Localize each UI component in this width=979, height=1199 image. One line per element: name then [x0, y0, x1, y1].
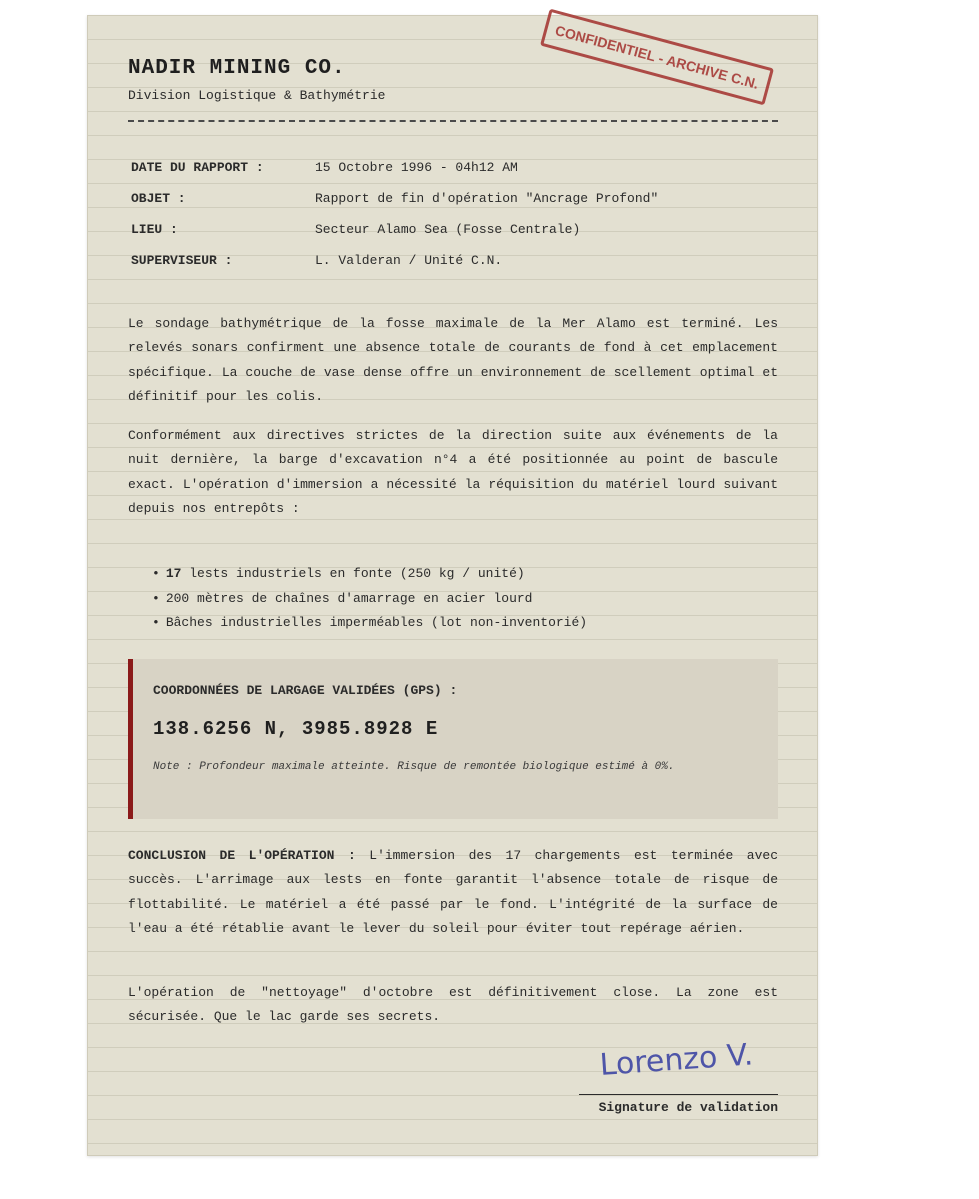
- conclusion-label: CONCLUSION DE L'OPÉRATION :: [128, 848, 356, 863]
- signature-line: [579, 1094, 778, 1095]
- gps-coordinates: 138.6256 N, 3985.8928 E: [153, 718, 439, 740]
- bullet-icon: •: [152, 590, 160, 606]
- paragraph-closing: L'opération de "nettoyage" d'octobre est définitivement close. La zone est sécurisée. Que le lac garde ses secrets.: [128, 985, 778, 1025]
- list-item: [152, 562, 587, 587]
- list-item-text: lests industriels en fonte (250 kg / unité): [181, 566, 525, 581]
- meta-label: LIEU :: [131, 222, 178, 237]
- company-name: NADIR MINING CO.: [128, 57, 346, 80]
- meta-label: OBJET :: [131, 191, 186, 206]
- list-item-strong: 17: [165, 566, 182, 581]
- list-item: [152, 587, 587, 612]
- confidential-stamp: CONFIDENTIEL - ARCHIVE C.N.: [540, 9, 774, 106]
- conclusion-text: L'immersion des 17 chargements est terminée avec succès. L'arrimage aux lests en fonte garantit l'absence totale de risque de flottabilité. Le matériel a été passé par le fond. L'intégrité de la surface de l'eau a été rétablie avant le lever du soleil pour éviter tout repérage aérien.: [128, 848, 778, 937]
- equipment-list: [152, 562, 587, 636]
- gps-note: Note : Profondeur maximale atteinte. Risque de remontée biologique estimé à 0%.: [153, 761, 675, 773]
- meta-value: 15 Octobre 1996 - 04h12 AM: [315, 160, 518, 175]
- bullet-icon: •: [152, 566, 160, 581]
- division-name: Division Logistique & Bathymétrie: [128, 88, 386, 103]
- meta-label: DATE DU RAPPORT :: [131, 160, 264, 175]
- paragraph-sounding: Le sondage bathymétrique de la fosse maximale de la Mer Alamo est terminé. Les relevés sonars confirment une absence totale de courants de fond à cet emplacement spécifique. La couche de vase dense offre un environnement de scellement optimal et définitif pour les colis.: [128, 316, 778, 405]
- meta-value: Secteur Alamo Sea (Fosse Centrale): [315, 222, 581, 237]
- bullet-icon: •: [152, 615, 160, 630]
- list-item-text: Bâches industrielles imperméables (lot non-inventorié): [165, 615, 588, 630]
- gps-box: [128, 659, 778, 819]
- list-item: [152, 611, 587, 636]
- gps-title: COORDONNÉES DE LARGAGE VALIDÉES (GPS) :: [153, 683, 458, 698]
- signature-caption: Signature de validation: [598, 1100, 778, 1115]
- meta-value: Rapport de fin d'opération "Ancrage Profond": [315, 191, 659, 206]
- meta-value: L. Valderan / Unité C.N.: [315, 253, 503, 268]
- list-item-text: 200 mètres de chaînes d'amarrage en acier lourd: [165, 590, 533, 606]
- handwritten-signature: Lorenzo V.: [598, 1037, 755, 1083]
- meta-label: SUPERVISEUR :: [131, 253, 233, 268]
- header-divider: [128, 120, 778, 122]
- paragraph-directives: Conformément aux directives strictes de la direction suite aux événements de la nuit dernière, la barge d'excavation n°4 a été positionnée au point de bascule exact. L'opération d'immersion a nécessité la réquisition du matériel lourd suivant depuis nos entrepôts :: [128, 428, 778, 517]
- paragraph-conclusion: [128, 844, 778, 942]
